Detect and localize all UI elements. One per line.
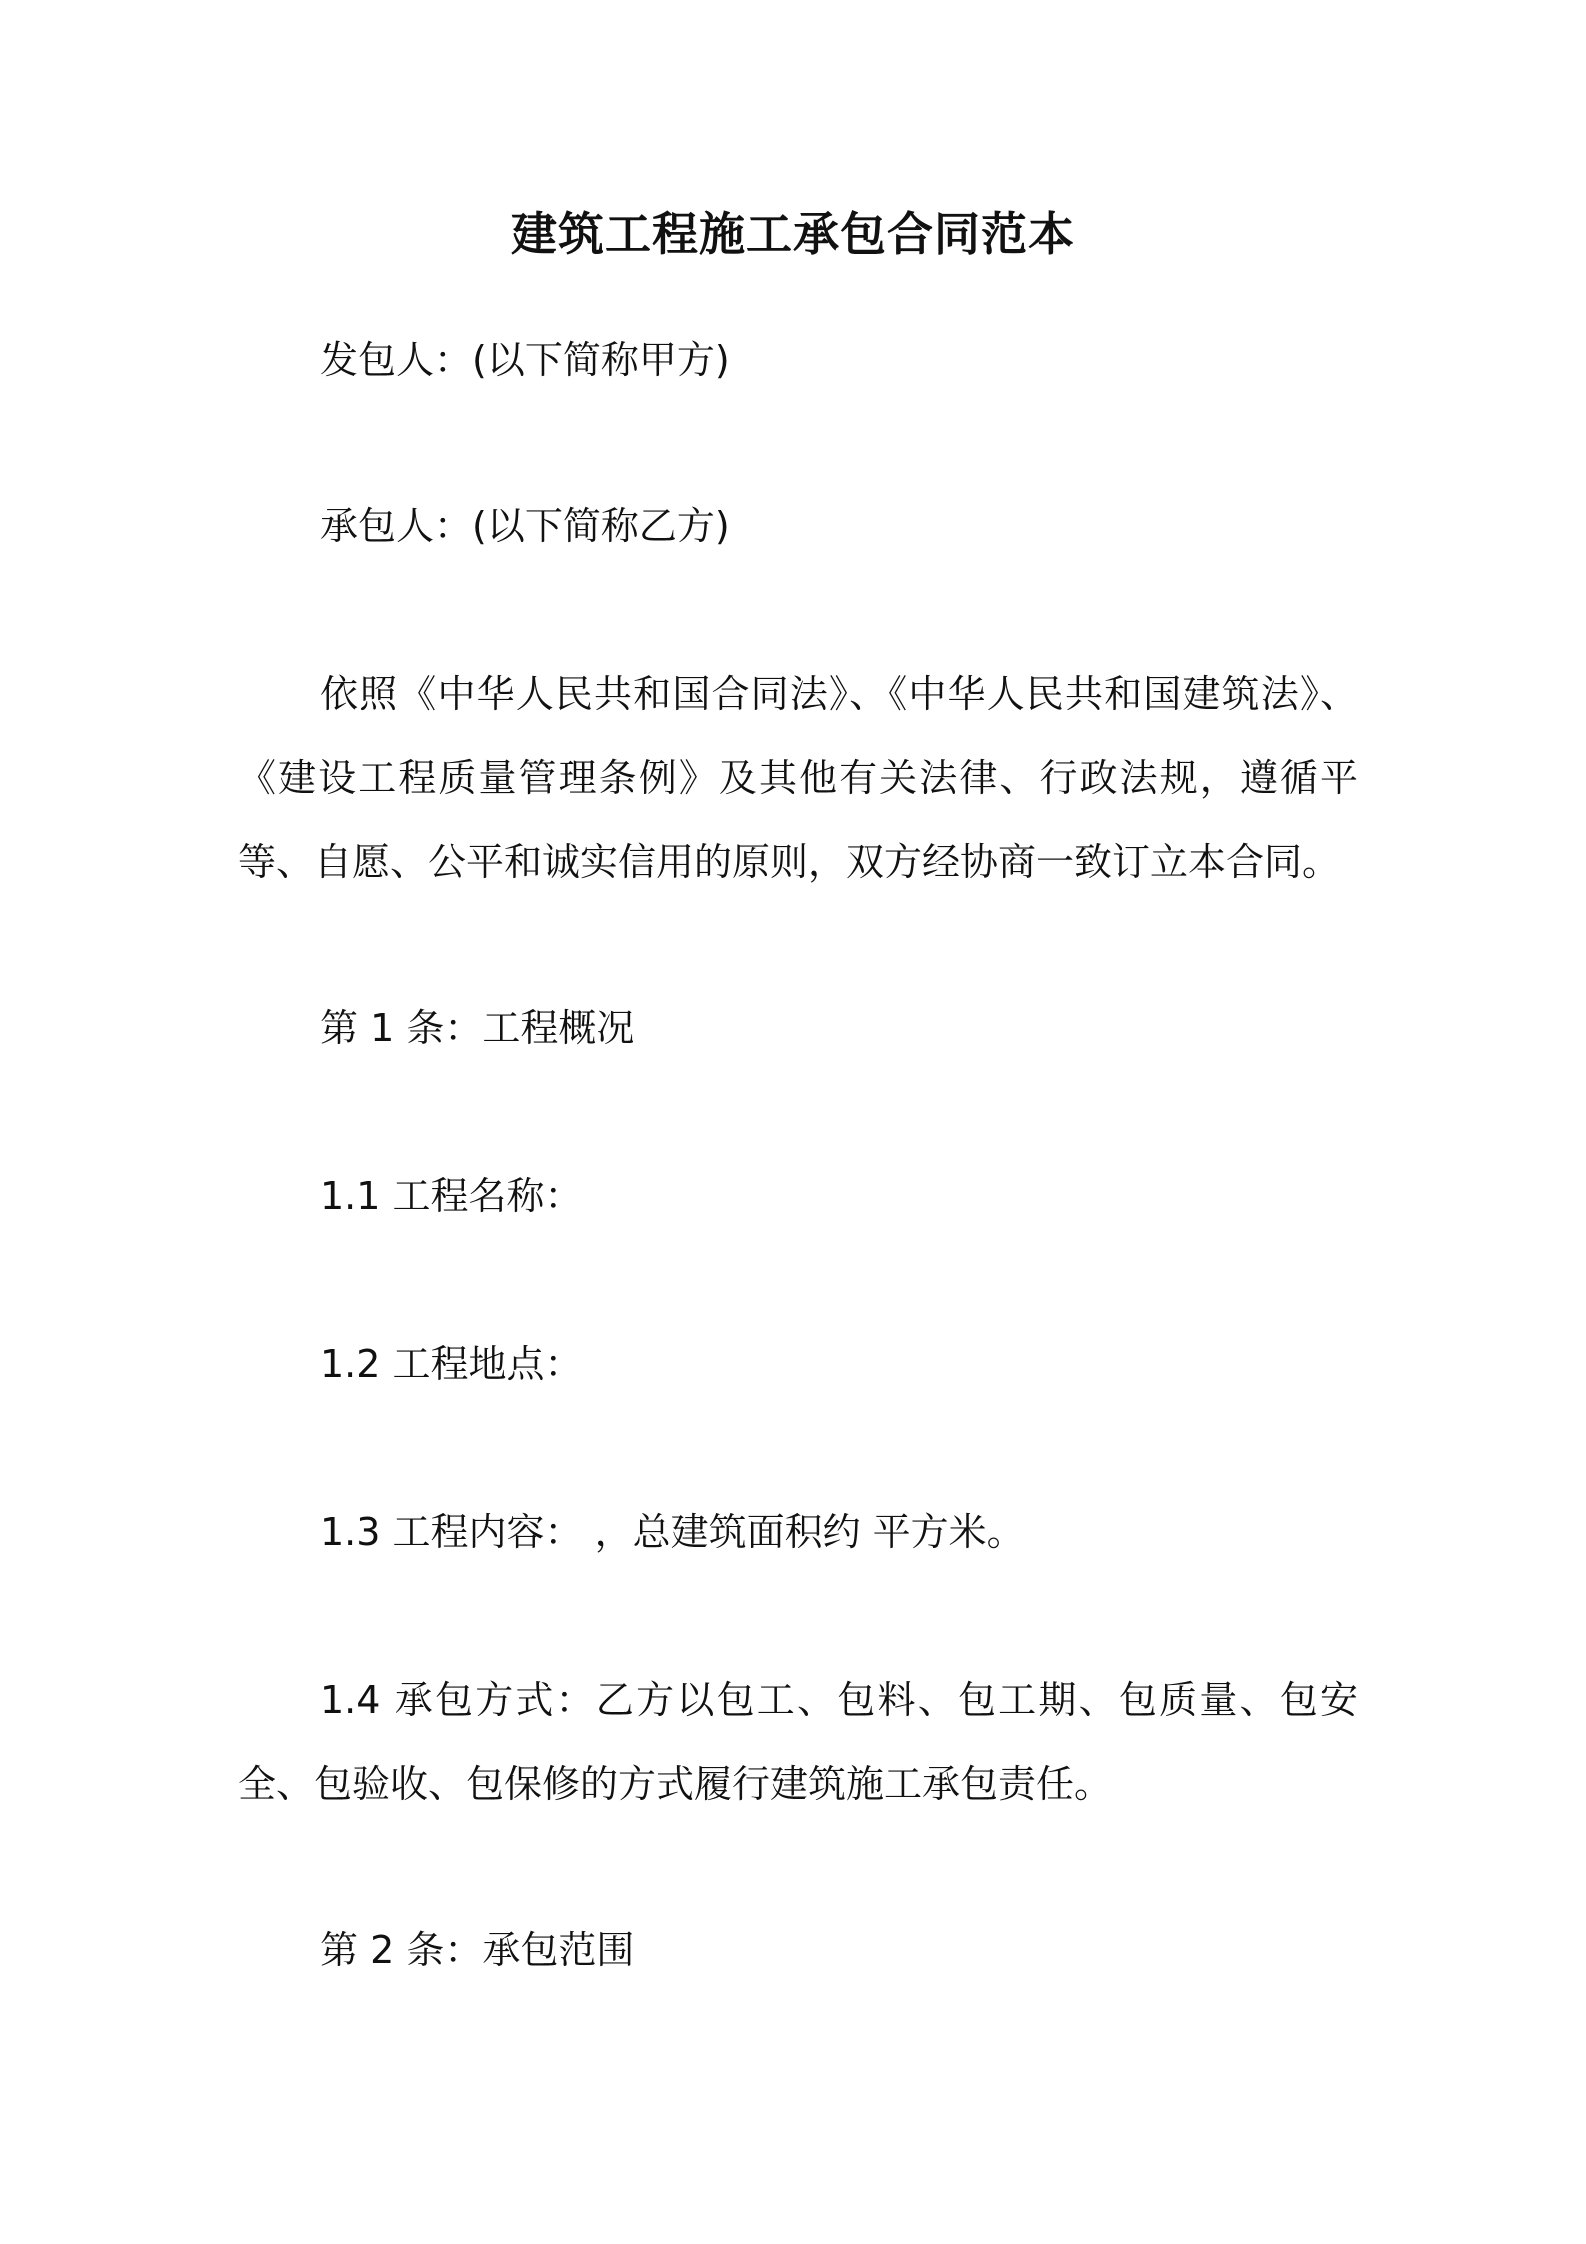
- clause-1-2: 1.2 工程地点：: [320, 1342, 583, 1386]
- document-title: 建筑工程施工承包合同范本: [511, 207, 1075, 261]
- party-b-line: 承包人：(以下简称乙方): [320, 504, 730, 548]
- preamble-paragraph: 依照《中华人民共和国合同法》、《中华人民共和国建筑法》、《建设工程质量管理条例》及其他有关法律、行政法规，遵循平等、自愿、公平和诚实信用的原则，双方经协商一致订立本合同。: [238, 672, 1358, 884]
- clause-1-1: 1.1 工程名称：: [320, 1174, 583, 1218]
- article-2-heading: 第 2 条：承包范围: [320, 1928, 635, 1972]
- clause-1-4: 1.4 承包方式：乙方以包工、包料、包工期、包质量、包安全、包验收、包保修的方式履行建筑施工承包责任。: [238, 1678, 1358, 1806]
- party-a-line: 发包人：(以下简称甲方): [320, 338, 730, 382]
- clause-1-3: 1.3 工程内容： ，总建筑面积约 平方米。: [320, 1510, 1025, 1554]
- article-1-heading: 第 1 条：工程概况: [320, 1006, 635, 1050]
